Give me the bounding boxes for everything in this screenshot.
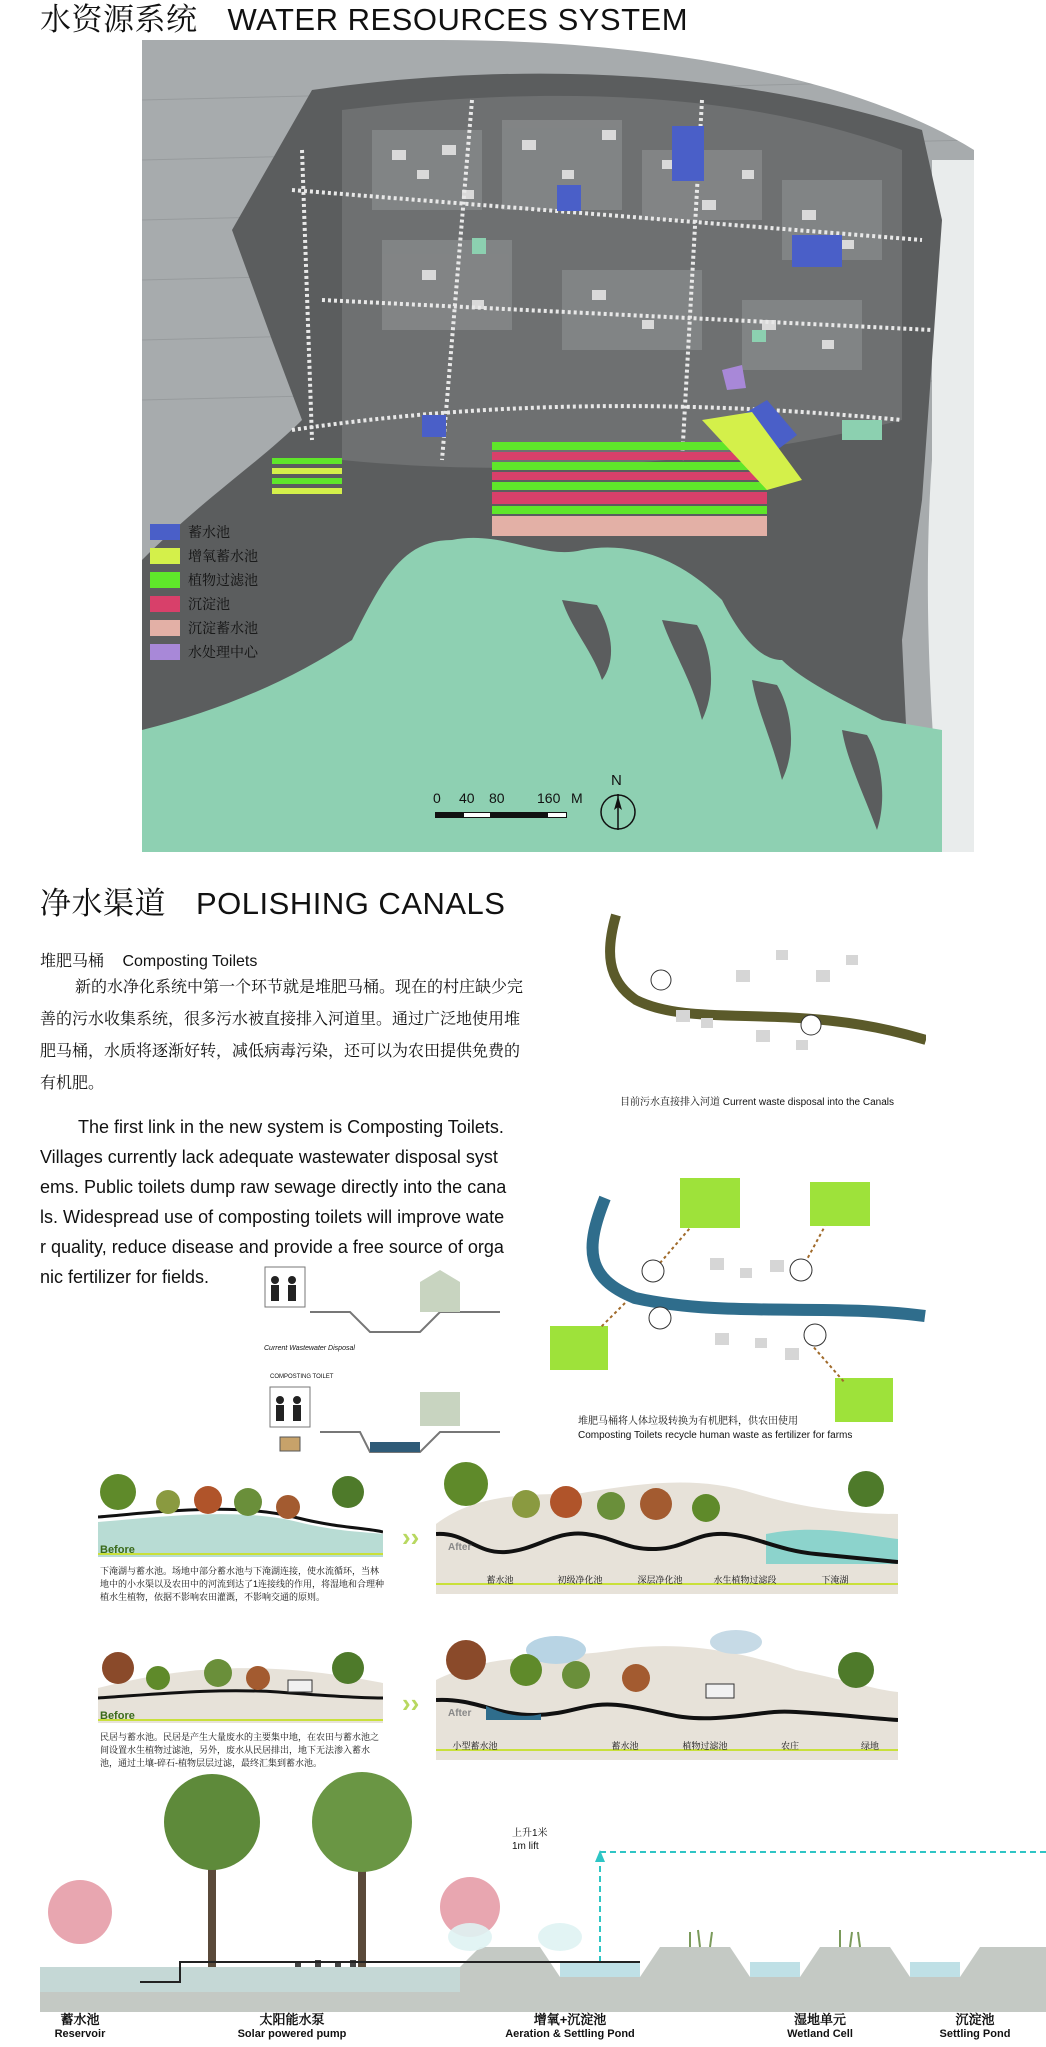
scale-tick: 40 xyxy=(459,790,475,806)
recycle-diagram xyxy=(545,1168,935,1428)
compass-icon xyxy=(598,792,638,832)
water-section-title xyxy=(40,0,688,39)
bottom-label-aeration-pond xyxy=(480,2012,660,2042)
legend-item-aeration-reservoir xyxy=(150,544,258,568)
bottom-label-en: Solar powered pump xyxy=(237,2028,347,2040)
section2-after-label: After xyxy=(448,1708,472,1719)
water-resources-map xyxy=(142,40,974,852)
section2-before xyxy=(98,1628,383,1723)
toilet-current-sketch xyxy=(260,1262,510,1342)
paragraph-line: 肥马桶，水质将逐渐好转，减低病毒污染，还可以为农田提供免费的 xyxy=(40,1043,521,1060)
canal-title-cn: 净水渠道 xyxy=(40,886,166,921)
section1-arrow-icon: ›› xyxy=(402,1522,420,1552)
section1-before xyxy=(98,1462,383,1557)
composting-heading-en: Composting Toilets xyxy=(122,953,258,970)
legend-swatch xyxy=(150,548,180,564)
water-title-cn: 水资源系统 xyxy=(40,2,198,37)
section1-zone: 下淹湖 xyxy=(821,1575,849,1585)
legend-swatch xyxy=(150,620,180,636)
lift-label-cn: 上升1米 xyxy=(512,1828,548,1839)
legend-item-settling xyxy=(150,592,258,616)
composting-heading xyxy=(40,948,257,971)
bottom-label-cn: 沉淀池 xyxy=(955,2012,995,2027)
map-svg xyxy=(142,40,974,852)
section2-zone: 植物过滤池 xyxy=(682,1741,728,1751)
section2-zone: 小型蓄水池 xyxy=(452,1741,498,1751)
bottom-label-reservoir xyxy=(40,2012,120,2042)
scale-segment xyxy=(491,812,547,818)
bottom-label-settling-pond xyxy=(925,2012,1025,2042)
paragraph-line: r quality, reduce disease and provide a free source of orga xyxy=(40,1237,504,1257)
legend-label: 沉淀池 xyxy=(188,596,230,612)
canal-waste-diagram xyxy=(596,910,926,1070)
paragraph-line: 善的污水收集系统，很多污水被直接排入河道里。通过广泛地使用堆 xyxy=(40,1011,521,1028)
section2-before-svg xyxy=(98,1628,383,1723)
bottom-label-en: Aeration & Settling Pond xyxy=(505,2028,635,2040)
composting-paragraph-cn xyxy=(40,972,600,1100)
legend-label: 增氧蓄水池 xyxy=(188,548,258,564)
water-title-en: WATER RESOURCES SYSTEM xyxy=(227,2,689,37)
legend-swatch xyxy=(150,644,180,660)
legend-swatch xyxy=(150,572,180,588)
legend-label: 沉淀蓄水池 xyxy=(188,620,258,636)
canal-diagram-svg xyxy=(596,910,926,1070)
scale-tick: 80 xyxy=(489,790,505,806)
canal-section-title xyxy=(40,878,505,923)
scale-tick: 160 xyxy=(537,790,561,806)
bottom-label-en: Wetland Cell xyxy=(787,2028,853,2040)
bottom-label-solar-pump xyxy=(222,2012,362,2042)
paragraph-line: ems. Public toilets dump raw sewage directly into the cana xyxy=(40,1177,507,1197)
bottom-label-cn: 湿地单元 xyxy=(793,2012,846,2027)
bottom-label-wetland-cell xyxy=(770,2012,870,2042)
legend-item-treatment-center xyxy=(150,640,258,664)
bottom-label-en: Reservoir xyxy=(54,2028,106,2040)
canal-title-en: POLISHING CANALS xyxy=(196,886,506,921)
legend-swatch xyxy=(150,596,180,612)
composting-toilet-svg xyxy=(260,1382,510,1462)
north-label: N xyxy=(611,772,622,789)
current-disposal-svg xyxy=(260,1262,510,1342)
legend-item-plant-filter xyxy=(150,568,258,592)
legend-label: 蓄水池 xyxy=(188,524,230,540)
section2-description: 民居与蓄水池。民居是产生大量废水的主要集中地，在农田与蓄水池之间设置水生植物过滤池，另外，废水从民居排出，地下无法渗入蓄水池，通过土壤-碎石-植物层层过滤，最终汇集到蓄水池。 xyxy=(100,1732,380,1768)
paragraph-line: 新的水净化系统中第一个环节就是堆肥马桶。现在的村庄缺少完 xyxy=(75,979,524,996)
lift-label xyxy=(512,1827,548,1853)
section1-before-svg xyxy=(98,1462,383,1557)
section1-zone: 水生植物过滤段 xyxy=(713,1575,777,1585)
section1-zone: 蓄水池 xyxy=(486,1575,514,1585)
composting-heading-cn: 堆肥马桶 xyxy=(40,953,105,970)
legend-label: 植物过滤池 xyxy=(188,572,258,588)
canal-now-caption: 目前污水直接排入河道 Current waste disposal into the Canals xyxy=(620,1097,894,1108)
lift-label-en: 1m lift xyxy=(512,1841,539,1852)
scale-segment xyxy=(435,812,463,818)
section1-after-label: After xyxy=(448,1542,472,1553)
current-disposal-caption: Current Wastewater Disposal xyxy=(264,1345,355,1352)
legend-item-settling-reservoir xyxy=(150,616,258,640)
bottom-section-svg xyxy=(40,1762,1046,2012)
north-arrow xyxy=(598,772,638,832)
recycle-caption-cn: 堆肥马桶将人体垃圾转换为有机肥料，供农田使用 xyxy=(578,1416,798,1427)
scale-segment xyxy=(547,812,567,818)
scale-tick: 0 xyxy=(433,790,441,806)
legend-label: 水处理中心 xyxy=(188,644,258,660)
bottom-label-cn: 太阳能水泵 xyxy=(259,2012,325,2027)
paragraph-line: nic fertilizer for fields. xyxy=(40,1267,210,1287)
paragraph-line: Villages currently lack adequate wastewater disposal syst xyxy=(40,1147,498,1167)
bottom-label-cn: 增氧+沉淀池 xyxy=(533,2012,607,2027)
section2-zone: 农庄 xyxy=(780,1741,799,1751)
section1-zone: 深层净化池 xyxy=(637,1575,683,1585)
section1-zone: 初级净化池 xyxy=(557,1575,603,1585)
section2-zone: 蓄水池 xyxy=(611,1741,639,1751)
paragraph-line: 有机肥。 xyxy=(40,1075,105,1092)
legend-swatch xyxy=(150,524,180,540)
paragraph-line: The first link in the new system is Composting Toilets. xyxy=(78,1117,504,1137)
section2-before-label: Before xyxy=(100,1710,135,1722)
map-legend xyxy=(150,520,258,664)
composting-toilet-caption: COMPOSTING TOILET xyxy=(270,1374,334,1380)
legend-item-reservoir xyxy=(150,520,258,544)
toilet-composting-sketch xyxy=(260,1382,510,1462)
scale-unit: M xyxy=(571,790,583,806)
section2-zone: 绿地 xyxy=(860,1741,879,1751)
recycle-caption-en: Composting Toilets recycle human waste as fertilizer for farms xyxy=(578,1430,853,1441)
recycle-diagram-svg xyxy=(545,1168,935,1428)
bottom-label-cn: 蓄水池 xyxy=(60,2012,100,2027)
section2-arrow-icon: ›› xyxy=(402,1688,420,1718)
bottom-section xyxy=(40,1762,1046,2012)
scale-segment xyxy=(463,812,491,818)
paragraph-line: ls. Widespread use of composting toilets will improve wate xyxy=(40,1207,505,1227)
section1-description: 下淹湖与蓄水池。场地中部分蓄水池与下淹湖连接，使水流循环，当林地中的小水渠以及农田中的河流到达了1连接线的作用，将湿地和合理种植水生植物，依据不影响农田灌溉，不影响交通的原则。 xyxy=(100,1566,385,1602)
bottom-label-en: Settling Pond xyxy=(939,2028,1011,2040)
section1-before-label: Before xyxy=(100,1544,135,1556)
